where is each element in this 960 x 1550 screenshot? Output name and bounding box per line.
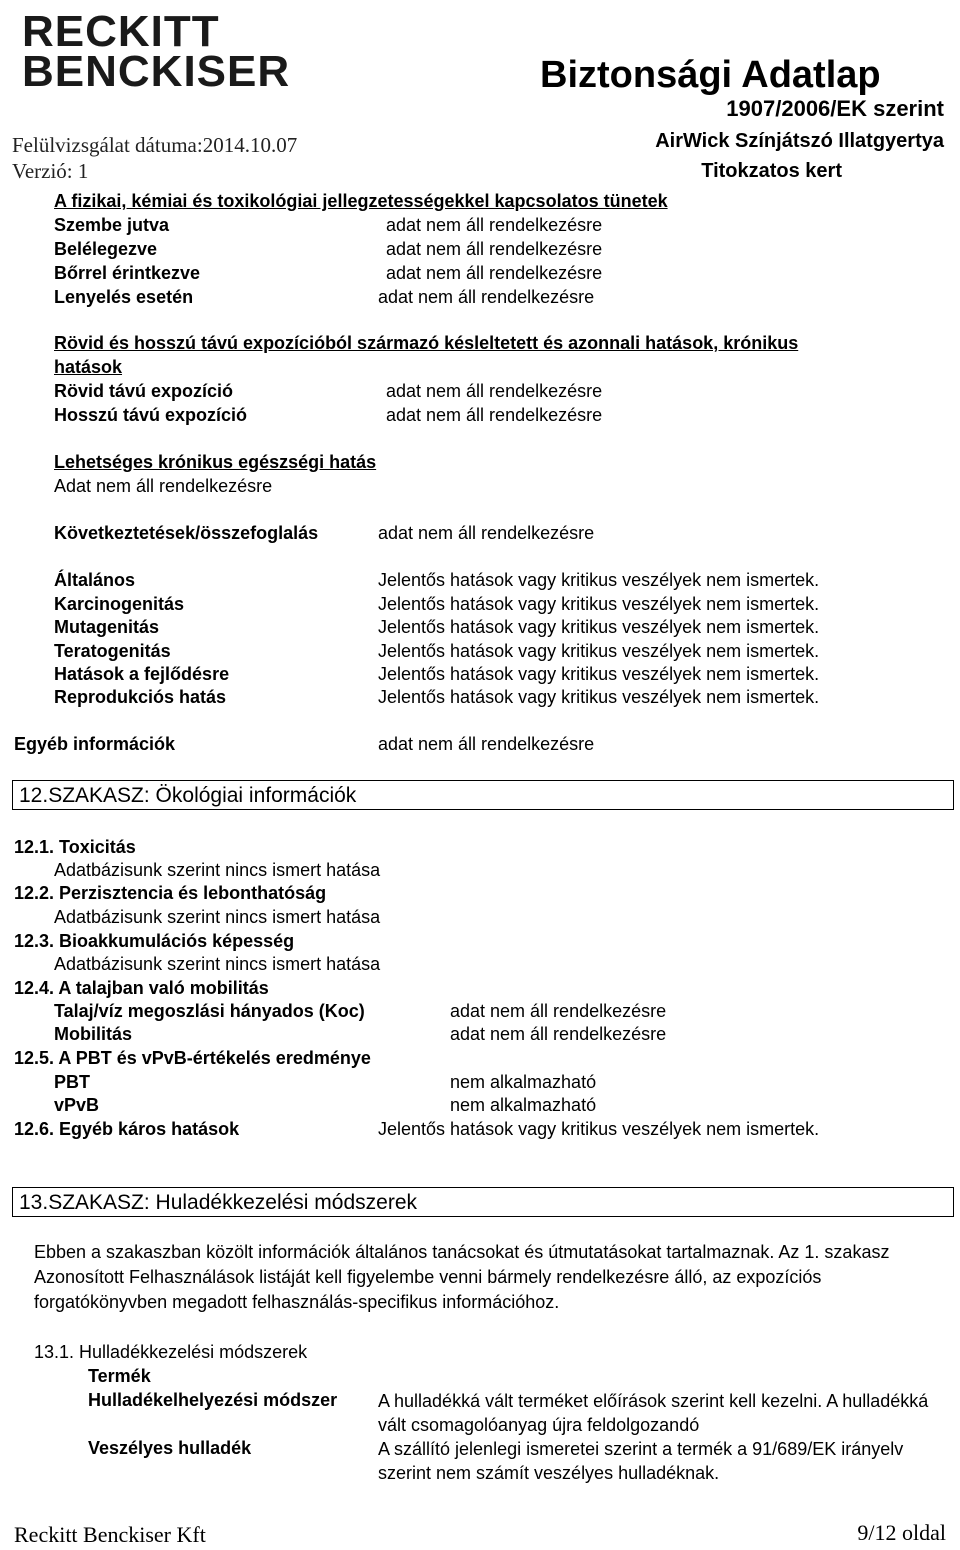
- pbt-value: nem alkalmazható: [450, 1072, 597, 1092]
- product-name: AirWick Színjátszó Illatgyertya: [655, 130, 944, 152]
- section-13-header: [12, 1187, 954, 1217]
- effect-label: Általános: [54, 570, 136, 590]
- page-number: 9/12 oldal: [857, 1520, 946, 1545]
- revision-date: Felülvizsgálat dátuma:2014.10.07: [12, 133, 298, 157]
- version: Verzió: 1: [12, 159, 89, 183]
- toxicity-heading: 12.1. Toxicitás: [14, 837, 136, 857]
- effect-value: Jelentős hatások vagy kritikus veszélyek nem ismertek.: [378, 570, 820, 590]
- symptom-label: Belélegezve: [54, 239, 158, 259]
- symptom-value: adat nem áll rendelkezésre: [386, 263, 603, 283]
- product-label: Termék: [88, 1366, 151, 1386]
- symptom-value: adat nem áll rendelkezésre: [386, 215, 603, 235]
- effect-value: Jelentős hatások vagy kritikus veszélyek nem ismertek.: [378, 594, 820, 614]
- koc-label: Talaj/víz megoszlási hányados (Koc): [54, 1001, 365, 1021]
- vpvb-value: nem alkalmazható: [450, 1095, 597, 1115]
- effect-label: Teratogenitás: [54, 641, 171, 661]
- other-effects-heading: 12.6. Egyéb káros hatások: [14, 1119, 240, 1139]
- effect-label: Mutagenitás: [54, 617, 160, 637]
- logo-line-2: BENCKISER: [22, 47, 291, 96]
- mobility-value: adat nem áll rendelkezésre: [450, 1024, 667, 1044]
- effect-value: Jelentős hatások vagy kritikus veszélyek nem ismertek.: [378, 687, 820, 707]
- exposure-heading-continued: hatások: [54, 357, 123, 377]
- logo-line-1: RECKITT: [22, 7, 220, 56]
- mobility-label: Mobilitás: [54, 1024, 133, 1044]
- symptom-value: adat nem áll rendelkezésre: [386, 239, 603, 259]
- exposure-label: Rövid távú expozíció: [54, 381, 234, 401]
- document-title: Biztonsági Adatlap: [540, 54, 881, 96]
- effect-label: Hatások a fejlődésre: [54, 664, 230, 684]
- symptom-label: Szembe jutva: [54, 215, 170, 235]
- chronic-heading: Lehetséges krónikus egészségi hatás: [54, 452, 377, 472]
- effect-label: Reprodukciós hatás: [54, 687, 227, 707]
- other-info-value: adat nem áll rendelkezésre: [378, 734, 595, 754]
- bioaccumulation-value: Adatbázisunk szerint nincs ismert hatása: [54, 954, 381, 974]
- trade-name: Titokzatos kert: [701, 160, 842, 182]
- other-effects-value: Jelentős hatások vagy kritikus veszélyek nem ismertek.: [378, 1119, 820, 1139]
- regulation-reference: 1907/2006/EK szerint: [726, 96, 944, 121]
- hazardous-waste-value: A szállító jelenlegi ismeretei szerint a termék a 91/689/EK irányelv szerint nem számít veszélyes hulladéknak.: [378, 1439, 904, 1483]
- section-13-intro: Ebben a szakaszban közölt információk általános tanácsokat és útmutatásokat tartalmaznak. Az 1. szakasz Azonosított Felhasználások listáját kell figyelembe venni bármely rendelkezésre álló, az expozíciós forgatókönyvben megadott felhasználás-specifikus információhoz.: [34, 1242, 890, 1312]
- chronic-value: Adat nem áll rendelkezésre: [54, 476, 273, 496]
- exposure-label: Hosszú távú expozíció: [54, 405, 248, 425]
- pbt-heading: 12.5. A PBT és vPvB-értékelés eredménye: [14, 1048, 371, 1068]
- persistence-value: Adatbázisunk szerint nincs ismert hatása: [54, 907, 381, 927]
- conclusion-label: Következtetések/összefoglalás: [54, 523, 319, 543]
- section-13-title: 13.SZAKASZ: Huladékkezelési módszerek: [19, 1191, 418, 1214]
- exposure-value: adat nem áll rendelkezésre: [386, 381, 603, 401]
- effect-value: Jelentős hatások vagy kritikus veszélyek nem ismertek.: [378, 664, 820, 684]
- section-12-header: [12, 780, 954, 810]
- effect-value: Jelentős hatások vagy kritikus veszélyek nem ismertek.: [378, 617, 820, 637]
- symptom-label: Bőrrel érintkezve: [54, 263, 201, 283]
- symptoms-heading: A fizikai, kémiai és toxikológiai jellegzetességekkel kapcsolatos tünetek: [54, 191, 668, 211]
- vpvb-label: vPvB: [54, 1095, 100, 1115]
- bioaccumulation-heading: 12.3. Bioakkumulációs képesség: [14, 931, 295, 951]
- toxicity-value: Adatbázisunk szerint nincs ismert hatása: [54, 860, 381, 880]
- company-logo: [22, 4, 291, 96]
- disposal-method-value: A hulladékká vált terméket előírások szerint kell kezelni. A hulladékká vált csomagolóanyag újra feldolgozandó: [378, 1391, 929, 1435]
- conclusion-value: adat nem áll rendelkezésre: [378, 523, 595, 543]
- symptom-label: Lenyelés esetén: [54, 287, 194, 307]
- koc-value: adat nem áll rendelkezésre: [450, 1001, 667, 1021]
- pbt-label: PBT: [54, 1072, 90, 1092]
- effect-value: Jelentős hatások vagy kritikus veszélyek nem ismertek.: [378, 641, 820, 661]
- symptom-value: adat nem áll rendelkezésre: [378, 287, 595, 307]
- exposure-heading: Rövid és hosszú távú expozícióból származó késleltetett és azonnali hatások, krónikus: [54, 333, 799, 353]
- hazardous-waste-label: Veszélyes hulladék: [88, 1438, 252, 1458]
- footer-company: Reckitt Benckiser Kft: [14, 1522, 206, 1547]
- other-info-label: Egyéb információk: [14, 734, 176, 754]
- exposure-value: adat nem áll rendelkezésre: [386, 405, 603, 425]
- effect-label: Karcinogenitás: [54, 594, 185, 614]
- disposal-method-label: Hulladékelhelyezési módszer: [88, 1390, 338, 1410]
- waste-methods-heading: 13.1. Hulladékkezelési módszerek: [34, 1342, 308, 1362]
- persistence-heading: 12.2. Perzisztencia és lebonthatóság: [14, 883, 327, 903]
- mobility-heading: 12.4. A talajban való mobilitás: [14, 978, 269, 998]
- section-12-title: 12.SZAKASZ: Ökológiai információk: [19, 784, 357, 807]
